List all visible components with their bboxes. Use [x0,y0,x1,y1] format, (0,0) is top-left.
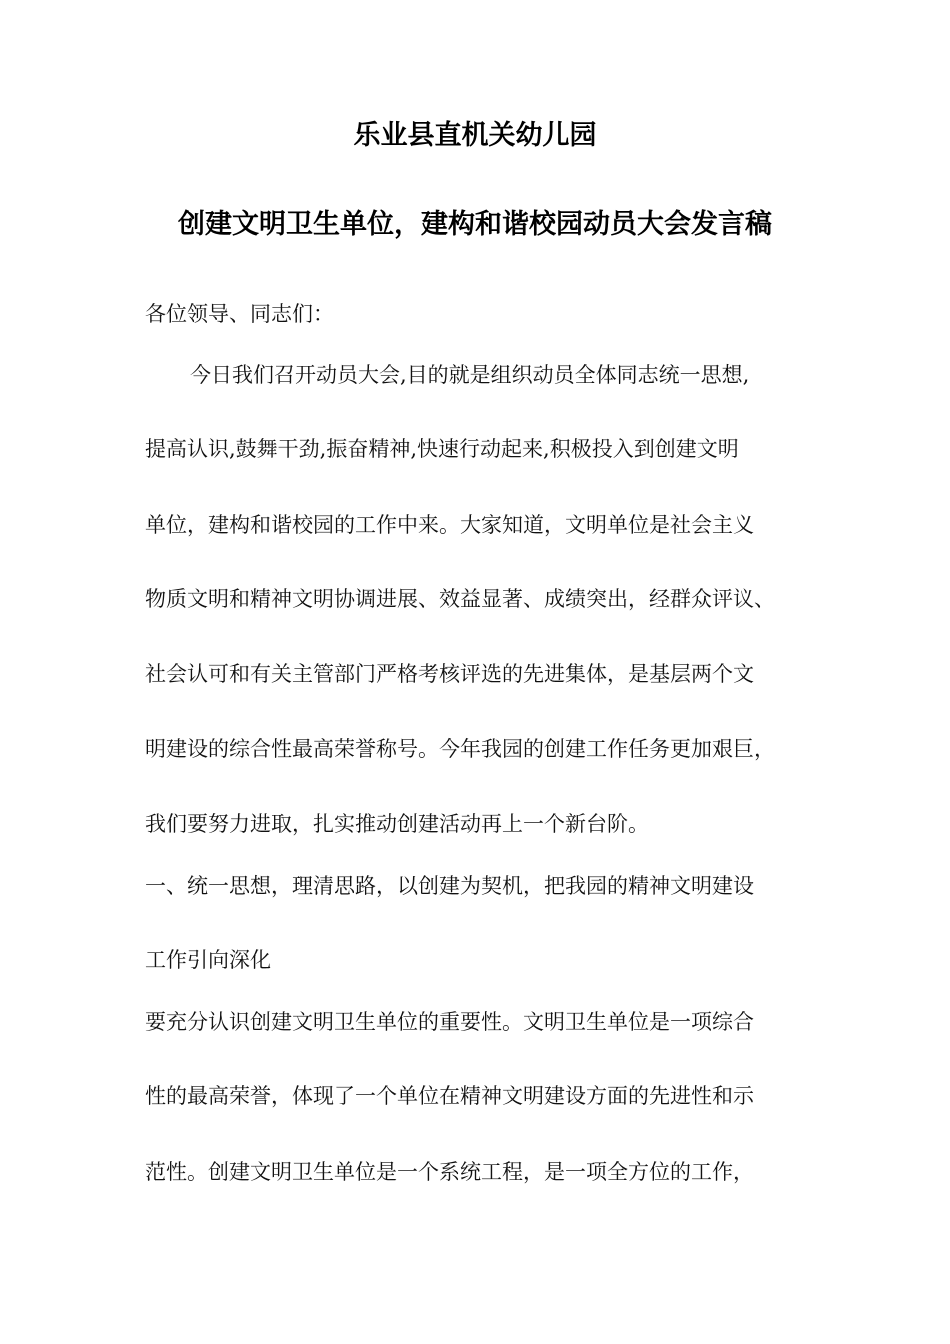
body-line-6: 明建设的综合性最高荣誉称号。今年我园的创建工作任务更加艰巨， [145,737,775,761]
section-heading-line-1: 一、统一思想，理清思路，以创建为契机，把我园的精神文明建设 [145,874,754,898]
body-line-10: 范性。创建文明卫生单位是一个系统工程，是一项全方位的工作， [145,1160,754,1184]
body-line-4: 物质文明和精神文明协调进展、效益显著、成绩突出，经群众评议、 [145,587,775,611]
body-line-3: 单位，建构和谐校园的工作中来。大家知道，文明单位是社会主义 [145,513,754,537]
body-line-9: 性的最高荣誉，体现了一个单位在精神文明建设方面的先进性和示 [145,1084,754,1108]
greeting: 各位领导、同志们： [145,302,334,326]
body-line-7: 我们要努力进取，扎实推动创建活动再上一个新台阶。 [145,812,649,836]
body-line-2: 提高认识,鼓舞干劲,振奋精神,快速行动起来,积极投入到创建文明 [145,437,739,461]
body-line-1: 今日我们召开动员大会,目的就是组织动员全体同志统一思想, [190,363,750,387]
document-title-line2: 创建文明卫生单位，建构和谐校园动员大会发言稿 [178,209,772,240]
body-line-5: 社会认可和有关主管部门严格考核评选的先进集体，是基层两个文 [145,662,754,686]
body-line-8: 要充分认识创建文明卫生单位的重要性。文明卫生单位是一项综合 [145,1010,754,1034]
section-heading-line-2: 工作引向深化 [145,948,271,972]
document-title-line1: 乐业县直机关幼儿园 [353,120,597,151]
